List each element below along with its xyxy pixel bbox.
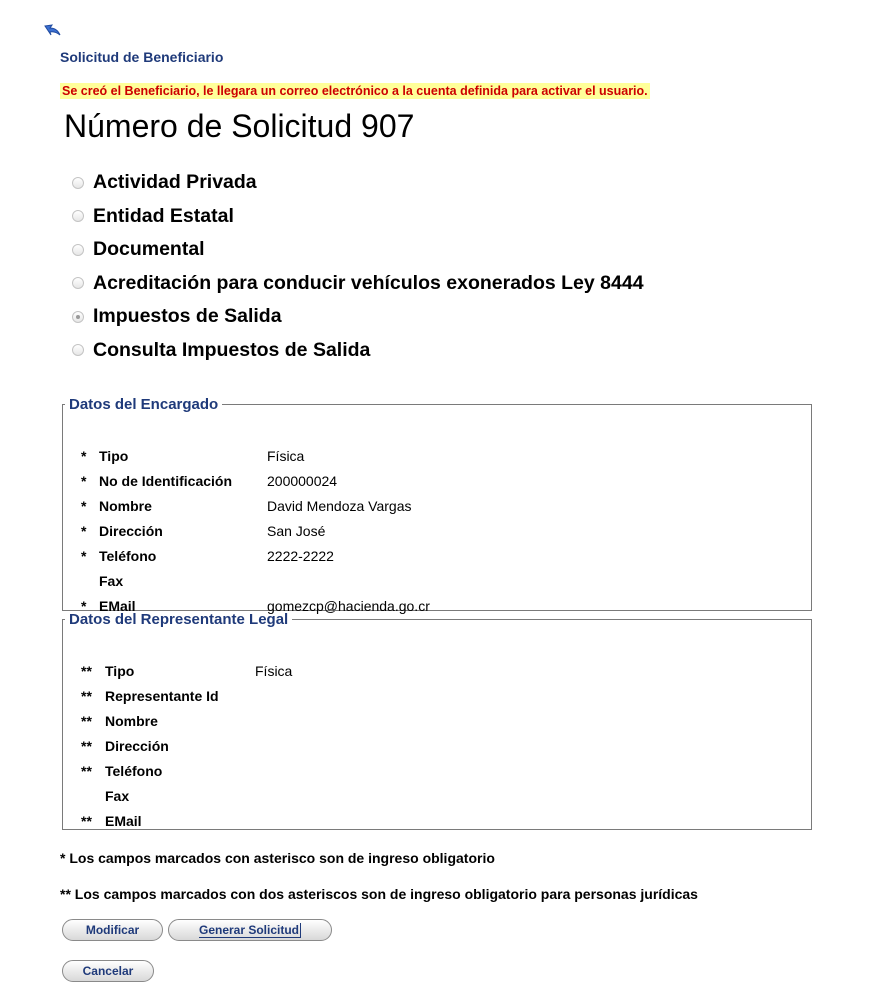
field-value: 200000024 bbox=[267, 472, 338, 489]
radio-button[interactable] bbox=[72, 177, 84, 189]
field-row bbox=[81, 443, 430, 468]
field-label: Teléfono bbox=[105, 762, 163, 779]
encargado-legend: Datos del Encargado bbox=[69, 396, 219, 413]
generate-request-button[interactable] bbox=[168, 919, 332, 941]
representante-section bbox=[62, 611, 812, 830]
option-acreditacion-vehiculos[interactable] bbox=[72, 267, 644, 301]
cancel-button[interactable]: Cancelar bbox=[62, 960, 154, 982]
option-consulta-impuestos-salida[interactable] bbox=[72, 334, 644, 368]
required-note: * Los campos marcados con asterisco son de ingreso obligatorio bbox=[60, 850, 495, 866]
required-mark: * bbox=[81, 597, 87, 614]
required-mark: ** bbox=[81, 687, 92, 704]
option-impuestos-salida[interactable] bbox=[72, 300, 644, 334]
required-mark: * bbox=[81, 547, 87, 564]
radio-button-selected[interactable] bbox=[72, 311, 84, 323]
field-row bbox=[81, 468, 430, 493]
field-label: Nombre bbox=[99, 497, 152, 514]
option-label[interactable]: Acreditación para conducir vehículos exonerados Ley 8444 bbox=[93, 271, 644, 294]
field-label: EMail bbox=[105, 812, 142, 829]
field-row bbox=[81, 568, 430, 593]
field-label: Representante Id bbox=[105, 687, 219, 704]
encargado-section bbox=[62, 396, 812, 614]
field-value: gomezcp@hacienda.go.cr bbox=[267, 597, 430, 614]
field-row bbox=[81, 493, 430, 518]
field-value: Física bbox=[267, 447, 305, 464]
field-row bbox=[81, 683, 292, 708]
option-actividad-privada[interactable] bbox=[72, 166, 644, 200]
field-row bbox=[81, 783, 292, 808]
field-value: Física bbox=[255, 662, 293, 679]
field-value: 2222-2222 bbox=[267, 547, 334, 564]
representante-legend: Datos del Representante Legal bbox=[69, 611, 289, 628]
success-alert: Se creó el Beneficiario, le llegara un correo electrónico a la cuenta definida para activar el usuario. bbox=[62, 84, 648, 98]
request-number-title: Número de Solicitud 907 bbox=[64, 108, 415, 144]
request-type-options bbox=[72, 166, 644, 367]
field-label: Fax bbox=[105, 787, 130, 804]
field-label: Dirección bbox=[105, 737, 169, 754]
required-mark: ** bbox=[81, 662, 92, 679]
field-row bbox=[81, 758, 292, 783]
required-mark: ** bbox=[81, 712, 92, 729]
back-arrow-icon[interactable] bbox=[42, 22, 64, 38]
modify-button[interactable]: Modificar bbox=[62, 919, 163, 941]
field-row bbox=[81, 543, 430, 568]
field-row bbox=[81, 808, 292, 833]
option-label[interactable]: Documental bbox=[93, 238, 205, 261]
option-label[interactable]: Actividad Privada bbox=[93, 171, 257, 194]
legal-required-note: ** Los campos marcados con dos asteriscos son de ingreso obligatorio para personas jurídicas bbox=[60, 886, 698, 902]
field-label: Tipo bbox=[99, 447, 129, 464]
page-title: Solicitud de Beneficiario bbox=[60, 49, 224, 65]
field-value: David Mendoza Vargas bbox=[267, 497, 412, 514]
radio-button[interactable] bbox=[72, 210, 84, 222]
required-mark: ** bbox=[81, 737, 92, 754]
radio-button[interactable] bbox=[72, 277, 84, 289]
field-label: Tipo bbox=[105, 662, 135, 679]
field-label: No de Identificación bbox=[99, 472, 233, 489]
required-mark: * bbox=[81, 447, 87, 464]
option-label[interactable]: Entidad Estatal bbox=[93, 204, 234, 227]
field-label: Dirección bbox=[99, 522, 163, 539]
field-row bbox=[81, 658, 292, 683]
field-label: Fax bbox=[99, 572, 124, 589]
field-value: San José bbox=[267, 522, 326, 539]
field-label: Teléfono bbox=[99, 547, 157, 564]
field-label: Nombre bbox=[105, 712, 158, 729]
required-mark: ** bbox=[81, 812, 92, 829]
option-documental[interactable] bbox=[72, 233, 644, 267]
field-row bbox=[81, 733, 292, 758]
field-label: EMail bbox=[99, 597, 136, 614]
required-mark: * bbox=[81, 472, 87, 489]
required-mark: * bbox=[81, 522, 87, 539]
option-label[interactable]: Impuestos de Salida bbox=[93, 305, 282, 328]
required-mark: * bbox=[81, 497, 87, 514]
field-row bbox=[81, 518, 430, 543]
option-label[interactable]: Consulta Impuestos de Salida bbox=[93, 338, 371, 361]
radio-button[interactable] bbox=[72, 344, 84, 356]
option-entidad-estatal[interactable] bbox=[72, 200, 644, 234]
field-row bbox=[81, 708, 292, 733]
required-mark: ** bbox=[81, 762, 92, 779]
radio-button[interactable] bbox=[72, 244, 84, 256]
generate-request-label: Generar Solicitud bbox=[198, 922, 300, 937]
